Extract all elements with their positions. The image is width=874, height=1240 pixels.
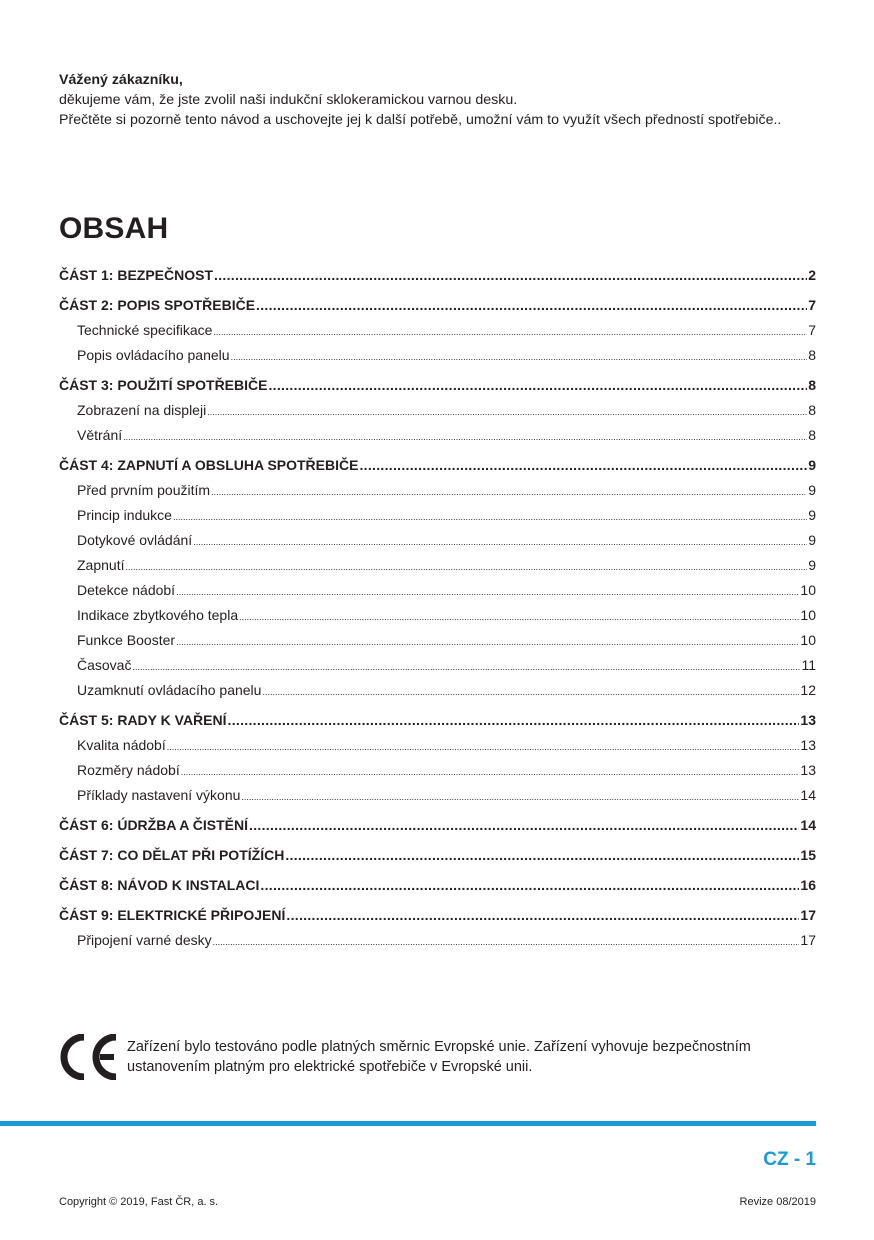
toc-chapter-entry [59, 907, 816, 923]
toc-entry-label: Příklady nastavení výkonu [77, 787, 241, 803]
toc-entry-page: 10 [800, 632, 816, 648]
toc-section-entry [59, 762, 816, 778]
toc-leader-dots [285, 847, 799, 863]
toc-entry-label: Princip indukce [77, 507, 172, 523]
ce-mark-icon [57, 1034, 119, 1080]
intro-text [59, 70, 819, 130]
toc-entry-label: Indikace zbytkového tepla [77, 607, 239, 623]
toc-section-entry [59, 607, 816, 623]
toc-entry-page: 7 [808, 322, 816, 338]
toc-entry-label: Kvalita nádobí [77, 737, 166, 753]
toc-leader-dots [231, 352, 808, 362]
toc-entry-page: 13 [800, 737, 816, 753]
copyright: Copyright © 2019, Fast ČR, a. s. [59, 1196, 219, 1208]
toc-entry-page: 10 [800, 582, 816, 598]
toc-entry-page: 14 [800, 817, 816, 833]
toc-section-entry [59, 507, 816, 523]
toc-entry-label: ČÁST 6: ÚDRŽBA A ČISTĚNÍ [59, 817, 248, 833]
toc-entry-page: 13 [800, 712, 816, 728]
toc-leader-dots [211, 487, 807, 497]
toc-leader-dots [262, 687, 799, 697]
toc-entry-page: 11 [801, 657, 816, 673]
toc-chapter-entry [59, 457, 816, 473]
toc-entry-label: ČÁST 2: POPIS SPOTŘEBIČE [59, 297, 256, 313]
toc-section-entry [59, 787, 816, 803]
toc-leader-dots [213, 327, 807, 337]
toc-section-entry [59, 632, 816, 648]
toc-entry-label: ČÁST 9: ELEKTRICKÉ PŘIPOJENÍ [59, 907, 286, 923]
toc-section-entry [59, 402, 816, 418]
toc-chapter-entry [59, 847, 816, 863]
toc-leader-dots [132, 662, 800, 672]
toc-leader-dots [213, 937, 800, 947]
toc-chapter-entry [59, 267, 816, 283]
toc-entry-label: ČÁST 3: POUŽITÍ SPOTŘEBIČE [59, 377, 268, 393]
toc-entry-page: 12 [800, 682, 816, 698]
toc-chapter-entry [59, 877, 816, 893]
toc-entry-label: Rozměry nádobí [77, 762, 180, 778]
toc-entry-page: 14 [800, 787, 816, 803]
toc-chapter-entry [59, 377, 816, 393]
toc-entry-label: ČÁST 5: RADY K VAŘENÍ [59, 712, 227, 728]
toc-leader-dots [256, 297, 807, 313]
toc-entry-page: 2 [808, 267, 816, 283]
toc-entry-label: Detekce nádobí [77, 582, 176, 598]
toc-leader-dots [241, 792, 799, 802]
toc-leader-dots [359, 457, 807, 473]
toc-entry-page: 9 [808, 557, 816, 573]
toc-chapter-entry [59, 817, 816, 833]
toc-leader-dots [207, 407, 807, 417]
toc-section-entry [59, 557, 816, 573]
toc-entry-page: 8 [808, 377, 816, 393]
toc-entry-page: 13 [800, 762, 816, 778]
toc-entry-label: Popis ovládacího panelu [77, 347, 230, 363]
toc-entry-page: 8 [808, 347, 816, 363]
toc-section-entry [59, 347, 816, 363]
toc-entry-page: 15 [800, 847, 816, 863]
toc-leader-dots [176, 587, 799, 597]
toc-leader-dots [239, 612, 799, 622]
toc-entry-page: 7 [808, 297, 816, 313]
toc-entry-page: 10 [800, 607, 816, 623]
toc-leader-dots [260, 877, 799, 893]
toc-leader-dots [228, 712, 800, 728]
toc-entry-page: 17 [800, 907, 816, 923]
toc-chapter-entry [59, 297, 816, 313]
toc-entry-page: 9 [808, 482, 816, 498]
toc-leader-dots [176, 637, 799, 647]
toc-section-entry [59, 582, 816, 598]
toc-section-entry [59, 322, 816, 338]
toc-section-entry [59, 657, 816, 673]
toc-title: OBSAH [59, 212, 169, 245]
toc-section-entry [59, 932, 816, 948]
toc-entry-label: ČÁST 4: ZAPNUTÍ A OBSLUHA SPOTŘEBIČE [59, 457, 359, 473]
toc-section-entry [59, 532, 816, 548]
toc-entry-page: 17 [800, 932, 816, 948]
intro-line-2: Přečtěte si pozorně tento návod a uschovejte jej k další potřebě, umožní vám to využít všech předností spotřebiče.. [59, 112, 782, 128]
toc-leader-dots [167, 742, 800, 752]
toc-entry-page: 9 [808, 507, 816, 523]
toc-entry-label: Technické specifikace [77, 322, 213, 338]
toc-entry-label: ČÁST 8: NÁVOD K INSTALACI [59, 877, 260, 893]
toc-entry-page: 16 [800, 877, 816, 893]
intro-line-1: děkujeme vám, že jste zvolil naši indukční sklokeramickou varnou desku. [59, 92, 518, 108]
toc-entry-page: 8 [808, 402, 816, 418]
toc-entry-label: Připojení varné desky [77, 932, 212, 948]
toc-entry-label: Zobrazení na displeji [77, 402, 207, 418]
ce-compliance-text: Zařízení bylo testováno podle platných směrnic Evropské unie. Zařízení vyhovuje bezpečnostním ustanovením platným pro elektrické spotřebiče v Evropské unii. [127, 1039, 751, 1075]
footer-rule [0, 1121, 816, 1126]
toc-entry-label: Dotykové ovládání [77, 532, 193, 548]
toc-leader-dots [268, 377, 807, 393]
toc-section-entry [59, 682, 816, 698]
toc-leader-dots [173, 512, 807, 522]
toc-chapter-entry [59, 712, 816, 728]
toc-leader-dots [214, 267, 807, 283]
greeting: Vážený zákazníku, [59, 72, 183, 88]
toc-leader-dots [181, 767, 800, 777]
toc-entry-label: Před prvním použitím [77, 482, 211, 498]
toc-entry-page: 9 [808, 532, 816, 548]
toc-section-entry [59, 482, 816, 498]
toc-leader-dots [286, 907, 799, 923]
toc-leader-dots [125, 562, 807, 572]
toc-entry-label: Zapnutí [77, 557, 125, 573]
toc-leader-dots [123, 432, 807, 442]
toc-entry-page: 9 [808, 457, 816, 473]
toc-entry-label: Uzamknutí ovládacího panelu [77, 682, 262, 698]
toc-entry-label: Časovač [77, 657, 132, 673]
toc-leader-dots [249, 817, 799, 833]
toc-entry-label: ČÁST 1: BEZPEČNOST [59, 267, 214, 283]
page-number: CZ - 1 [763, 1149, 816, 1170]
toc-section-entry [59, 737, 816, 753]
toc-section-entry [59, 427, 816, 443]
toc-entry-label: Větrání [77, 427, 123, 443]
toc-entry-label: Funkce Booster [77, 632, 176, 648]
toc-entry-label: ČÁST 7: CO DĚLAT PŘI POTÍŽÍCH [59, 847, 285, 863]
toc-entry-page: 8 [808, 427, 816, 443]
revision: Revize 08/2019 [739, 1196, 816, 1208]
toc-leader-dots [193, 537, 807, 547]
